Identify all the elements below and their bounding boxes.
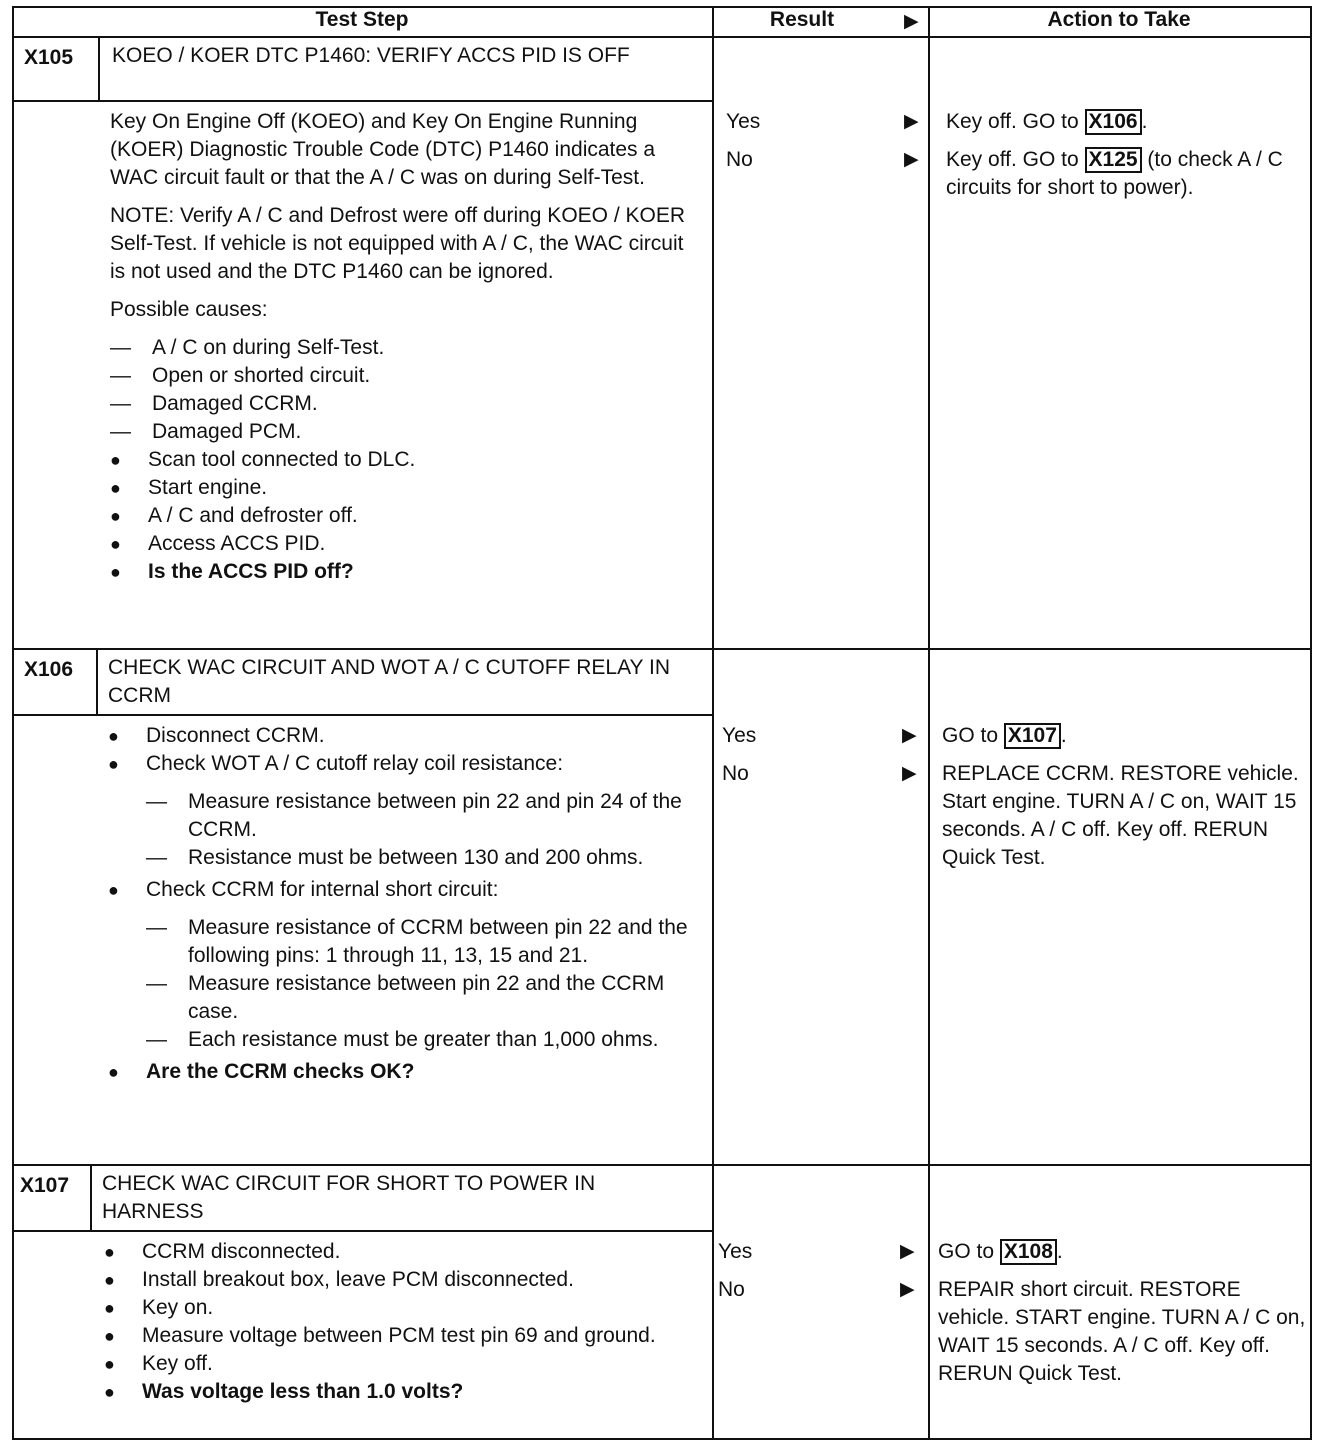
x106-yes-arrow-icon: ▶ [902,725,917,746]
x106-question: ● Are the CCRM checks OK? [108,1060,415,1083]
list-item: — Measure resistance between pin 22 and the CCRM case. [146,972,665,1023]
x106-title-bottom [12,714,712,716]
list-item: ● Install breakout box, leave PCM disconnected. [104,1268,574,1291]
list-item: ● CCRM disconnected. [104,1240,341,1263]
x106-result-no: No [722,762,749,785]
step-title-x105: KOEO / KOER DTC P1460: VERIFY ACCS PID IS OFF [112,44,630,67]
list-item: ● Key off. [104,1352,213,1375]
header-arrow-icon: ▶ [904,11,919,32]
x107-no-arrow-icon: ▶ [900,1279,915,1300]
header-test-step: Test Step [315,8,409,31]
list-item: ● A / C and defroster off. [110,504,358,527]
list-item: ● Start engine. [110,476,268,499]
step-body-x105 [110,108,690,586]
table-left-border [12,6,14,1440]
list-item: ● Measure voltage between PCM test pin 69 and ground. [104,1324,656,1347]
list-item: — Damaged CCRM. [110,392,318,415]
x105-title-bottom [12,100,712,102]
x107-result-yes: Yes [718,1240,753,1263]
x107-no-action: REPAIR short circuit. RESTORE vehicle. START engine. TURN A / C on, WAIT 15 seconds. A / C off. Key off. RERUN Quick Test. [938,1278,1306,1385]
x105-question: ● Is the ACCS PID off? [110,560,354,583]
link-x125[interactable]: X125 [1085,147,1142,173]
link-x107[interactable]: X107 [1004,723,1061,749]
x107-yes-arrow-icon: ▶ [900,1241,915,1262]
x107-yes-action: GO to X108 . [938,1240,1063,1263]
x106-no-action: REPLACE CCRM. RESTORE vehicle. Start engine. TURN A / C on, WAIT 15 seconds. A / C off. Key off. RERUN Quick Test. [942,762,1299,869]
x105-result-no: No [726,148,753,171]
x106-id-divider [96,648,98,714]
list-item: — Measure resistance between pin 22 and pin 24 of the CCRM. [146,790,682,841]
x107-result-no: No [718,1278,745,1301]
list-item: ● Key on. [104,1296,214,1319]
list-item: ● Check CCRM for internal short circuit: [108,878,499,901]
step-title-x107: CHECK WAC CIRCUIT FOR SHORT TO POWER IN HARNESS [102,1172,596,1223]
list-item: ● Access ACCS PID. [110,532,326,555]
list-item: — A / C on during Self-Test. [110,336,385,359]
x105-note: NOTE: Verify A / C and Defrost were off during KOEO / KOER Self-Test. If vehicle is not equipped with A / C, the WAC circuit is not used and the DTC P1460 can be ignored. [110,204,686,283]
list-item: — Measure resistance of CCRM between pin 22 and the following pins: 1 through 11, 13, 15 and 21. [146,916,688,967]
list-item: ● Check WOT A / C cutoff relay coil resistance: [108,752,564,775]
action-column-divider [928,6,930,1440]
x107-question: ● Was voltage less than 1.0 volts? [104,1380,464,1403]
table-bottom-border [12,1438,1312,1440]
header-bottom-border [12,36,1312,38]
x105-description: Key On Engine Off (KOEO) and Key On Engine Running (KOER) Diagnostic Trouble Code (DTC) P1460 indicates a WAC circuit fault or that the A / C was on during Self-Test. [110,110,656,189]
list-item: — Each resistance must be greater than 1,000 ohms. [146,1028,659,1051]
step-body-x107 [104,1238,696,1406]
x105-no-action: Key off. GO to X125 (to check A / C circuits for short to power). [946,148,1283,199]
step-body-x106 [108,722,694,1086]
step-id-x105: X105 [24,46,74,69]
step-id-x107: X107 [20,1174,70,1197]
x107-title-bottom [12,1230,712,1232]
x105-causes-label: Possible causes: [110,298,268,321]
x106-yes-action: GO to X107 . [942,724,1067,747]
header-result: Result [769,8,835,31]
list-item: — Resistance must be between 130 and 200 ohms. [146,846,644,869]
header-action: Action to Take [1047,8,1191,31]
step-id-x106: X106 [24,658,74,681]
x105-result-yes: Yes [726,110,761,133]
link-x106[interactable]: X106 [1085,109,1142,135]
x105-yes-arrow-icon: ▶ [904,111,919,132]
x106-no-arrow-icon: ▶ [902,763,917,784]
x106-top-border [12,648,1312,650]
x105-id-divider [98,36,100,100]
list-item: ● Disconnect CCRM. [108,724,325,747]
x107-id-divider [90,1164,92,1230]
x106-result-yes: Yes [722,724,757,747]
list-item: — Open or shorted circuit. [110,364,371,387]
step-title-x106: CHECK WAC CIRCUIT AND WOT A / C CUTOFF RELAY IN CCRM [108,656,671,707]
list-item: ● Scan tool connected to DLC. [110,448,416,471]
list-item: — Damaged PCM. [110,420,302,443]
table-right-border [1310,6,1312,1440]
diagnostic-table [12,6,1312,1440]
x107-top-border [12,1164,1312,1166]
link-x108[interactable]: X108 [1000,1239,1057,1265]
result-column-divider [712,6,714,1440]
x105-no-arrow-icon: ▶ [904,149,919,170]
x105-yes-action: Key off. GO to X106 . [946,110,1148,133]
